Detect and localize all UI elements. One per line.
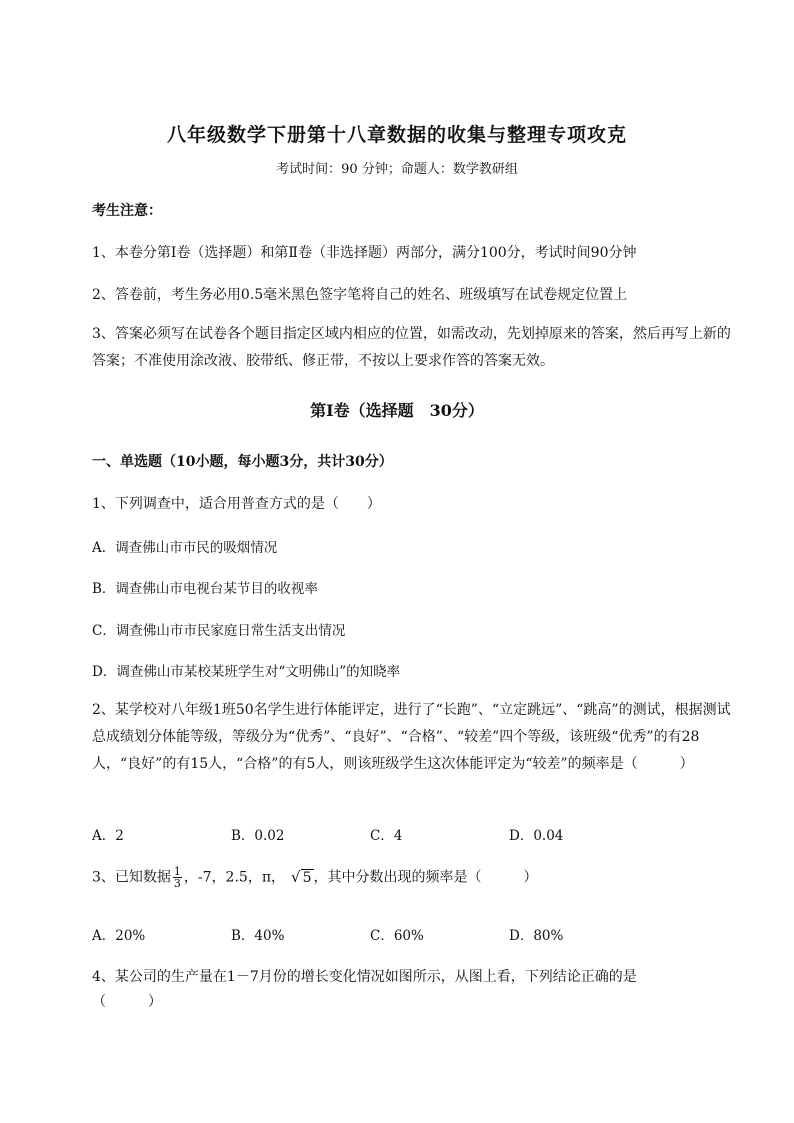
question-2-option-c: C．4 [370,828,403,844]
square-root [291,868,313,886]
radicand: 5 [302,869,312,886]
part-heading: 一、单选题（10小题，每小题3分，共计30分） [92,454,393,470]
question-1-stem: 1、下列调查中，适合用普查方式的是（ ） [92,496,381,512]
question-3-option-b: B．40% [231,928,285,944]
exam-info: 考试时间：90 分钟；命题人：数学教研组 [276,162,518,177]
notice-item-1: 1、本卷分第Ⅰ卷（选择题）和第Ⅱ卷（非选择题）两部分，满分100分，考试时间90分钟 [92,245,637,261]
question-3-stem-prefix: 3、已知数据 [92,869,171,886]
question-4-stem: 4、某公司的生产量在1－7月份的增长变化情况如图所示，从图上看，下列结论正确的是 [92,969,637,985]
question-3-option-c: C．60% [370,928,424,944]
question-3-stem-suffix: ，其中分数出现的频率是（ ） [313,869,538,886]
question-2-option-a: A．2 [92,828,124,844]
question-2-stem: 2、某学校对八年级1班50名学生进行体能评定，进行了“长跑”、“立定跳远”、“跳高”的测试，根据测试总成绩划分体能等级，等级分为“优秀”、“良好”、“合格”、“较差”四个等级，该班级“优秀”的有28人，“良好”的有15人，“合格”的有5人，则该班级学生这次体能评定为“较差”的频率是（ ） [92,702,731,772]
question-1-option-d: D．调查佛山市某校某班学生对“文明佛山”的知晓率 [92,664,401,680]
page-title: 八年级数学下册第十八章数据的收集与整理专项攻克 [166,124,627,146]
question-3-option-a: A．20% [92,928,146,944]
radical-sign-icon: √ [291,867,301,886]
question-2-option-d: D．0.04 [509,828,564,844]
notice-heading: 考生注意： [92,203,162,219]
question-3-stem [92,866,538,889]
question-1-option-b: B．调查佛山市电视台某节目的收视率 [92,581,318,597]
question-1-option-a: A．调查佛山市市民的吸烟情况 [92,540,278,556]
fraction-denominator: 3 [173,877,181,890]
question-3-option-d: D．80% [509,928,564,944]
question-1-option-c: C．调查佛山市市民家庭日常生活支出情况 [92,623,346,639]
question-3-stem-mid: ，-7，2.5，π， [183,869,286,886]
notice-item-3: 3、答案必须写在试卷各个题目指定区域内相应的位置，如需改动，先划掉原来的答案，然后再写上新的答案；不准使用涂改液、胶带纸、修正带，不按以上要求作答的答案无效。 [92,326,731,369]
question-2-option-b: B．0.02 [231,828,285,844]
section-title: 第Ⅰ卷（选择题 30分） [310,401,484,420]
fraction [173,866,182,889]
question-4-answer-blank: （ ） [92,994,162,1010]
fraction-numerator: 1 [173,865,181,878]
notice-item-2: 2、答卷前，考生务必用0.5毫米黑色签字笔将自己的姓名、班级填写在试卷规定位置上 [92,287,628,303]
